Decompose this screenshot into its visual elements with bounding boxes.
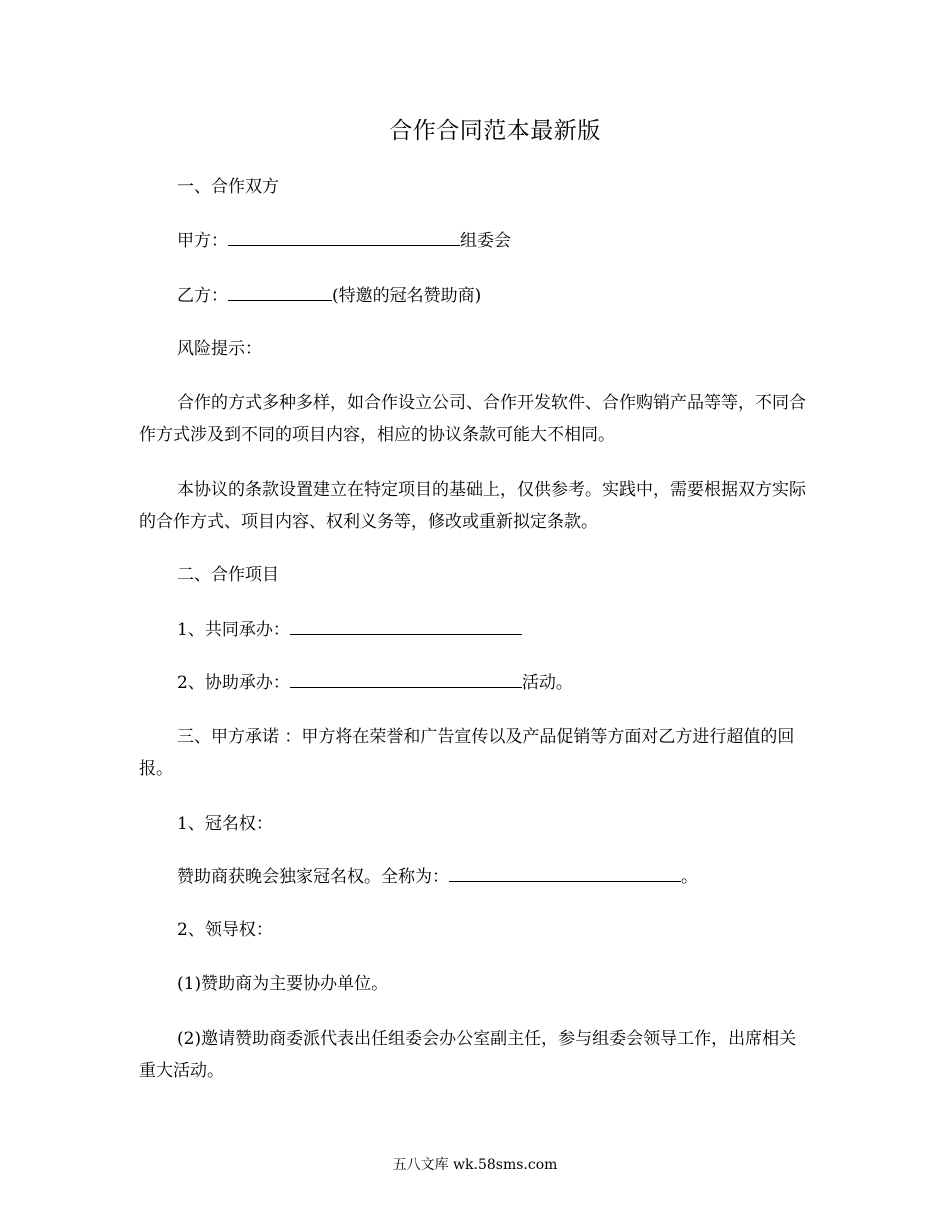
naming-blank bbox=[449, 863, 681, 882]
item1-line bbox=[139, 614, 809, 646]
page-footer: 五八文库 wk.58sms.com bbox=[392, 1157, 558, 1173]
section3-paragraph: 三、甲方承诺 ：甲方将在荣誉和广告宣传以及产品促销等方面对乙方进行超值的回报。 bbox=[139, 727, 795, 779]
item2-label: 2、协助承办： bbox=[177, 673, 290, 693]
risk-paragraph-2: 本协议的条款设置建立在特定项目的基础上，仅供参考。实践中，需要根据双方实际的合作方式、项目内容、权利义务等，修改或重新拟定条款。 bbox=[139, 480, 806, 532]
item2-suffix: 活动。 bbox=[521, 673, 573, 693]
party-b-label: 乙方： bbox=[177, 286, 228, 306]
party-a-blank bbox=[228, 227, 460, 246]
item1-blank bbox=[290, 616, 522, 635]
party-b-line bbox=[139, 280, 809, 312]
section2-heading: 二、合作项目 bbox=[177, 565, 279, 585]
party-a-label: 甲方： bbox=[177, 231, 228, 251]
section1-heading: 一、合作双方 bbox=[177, 177, 279, 197]
item1-label: 1、共同承办： bbox=[177, 620, 290, 640]
party-b-blank bbox=[228, 282, 332, 301]
party-a-suffix: 组委会 bbox=[460, 231, 511, 251]
leadership-item-1: (1)赞助商为主要协办单位。 bbox=[177, 974, 389, 994]
leadership-item-2: (2)邀请赞助商委派代表出任组委会办公室副主任，参与组委会领导工作，出席相关重大活动。 bbox=[139, 1029, 797, 1081]
document-title: 合作合同范本最新版 bbox=[389, 118, 601, 144]
naming-line bbox=[139, 861, 809, 893]
naming-text: 赞助商获晚会独家冠名权。全称为： bbox=[177, 867, 449, 887]
naming-suffix: 。 bbox=[681, 867, 698, 887]
party-b-suffix: (特邀的冠名赞助商) bbox=[332, 286, 482, 306]
risk-paragraph-1: 合作的方式多种多样，如合作设立公司、合作开发软件、合作购销产品等等，不同合作方式涉及到不同的项目内容，相应的协议条款可能大不相同。 bbox=[139, 393, 806, 445]
party-a-line bbox=[139, 225, 809, 257]
leadership-heading: 2、领导权： bbox=[177, 920, 273, 940]
naming-heading: 1、冠名权： bbox=[177, 814, 273, 834]
item2-blank bbox=[290, 669, 522, 688]
risk-heading: 风险提示： bbox=[177, 339, 262, 359]
item2-line bbox=[139, 667, 809, 699]
